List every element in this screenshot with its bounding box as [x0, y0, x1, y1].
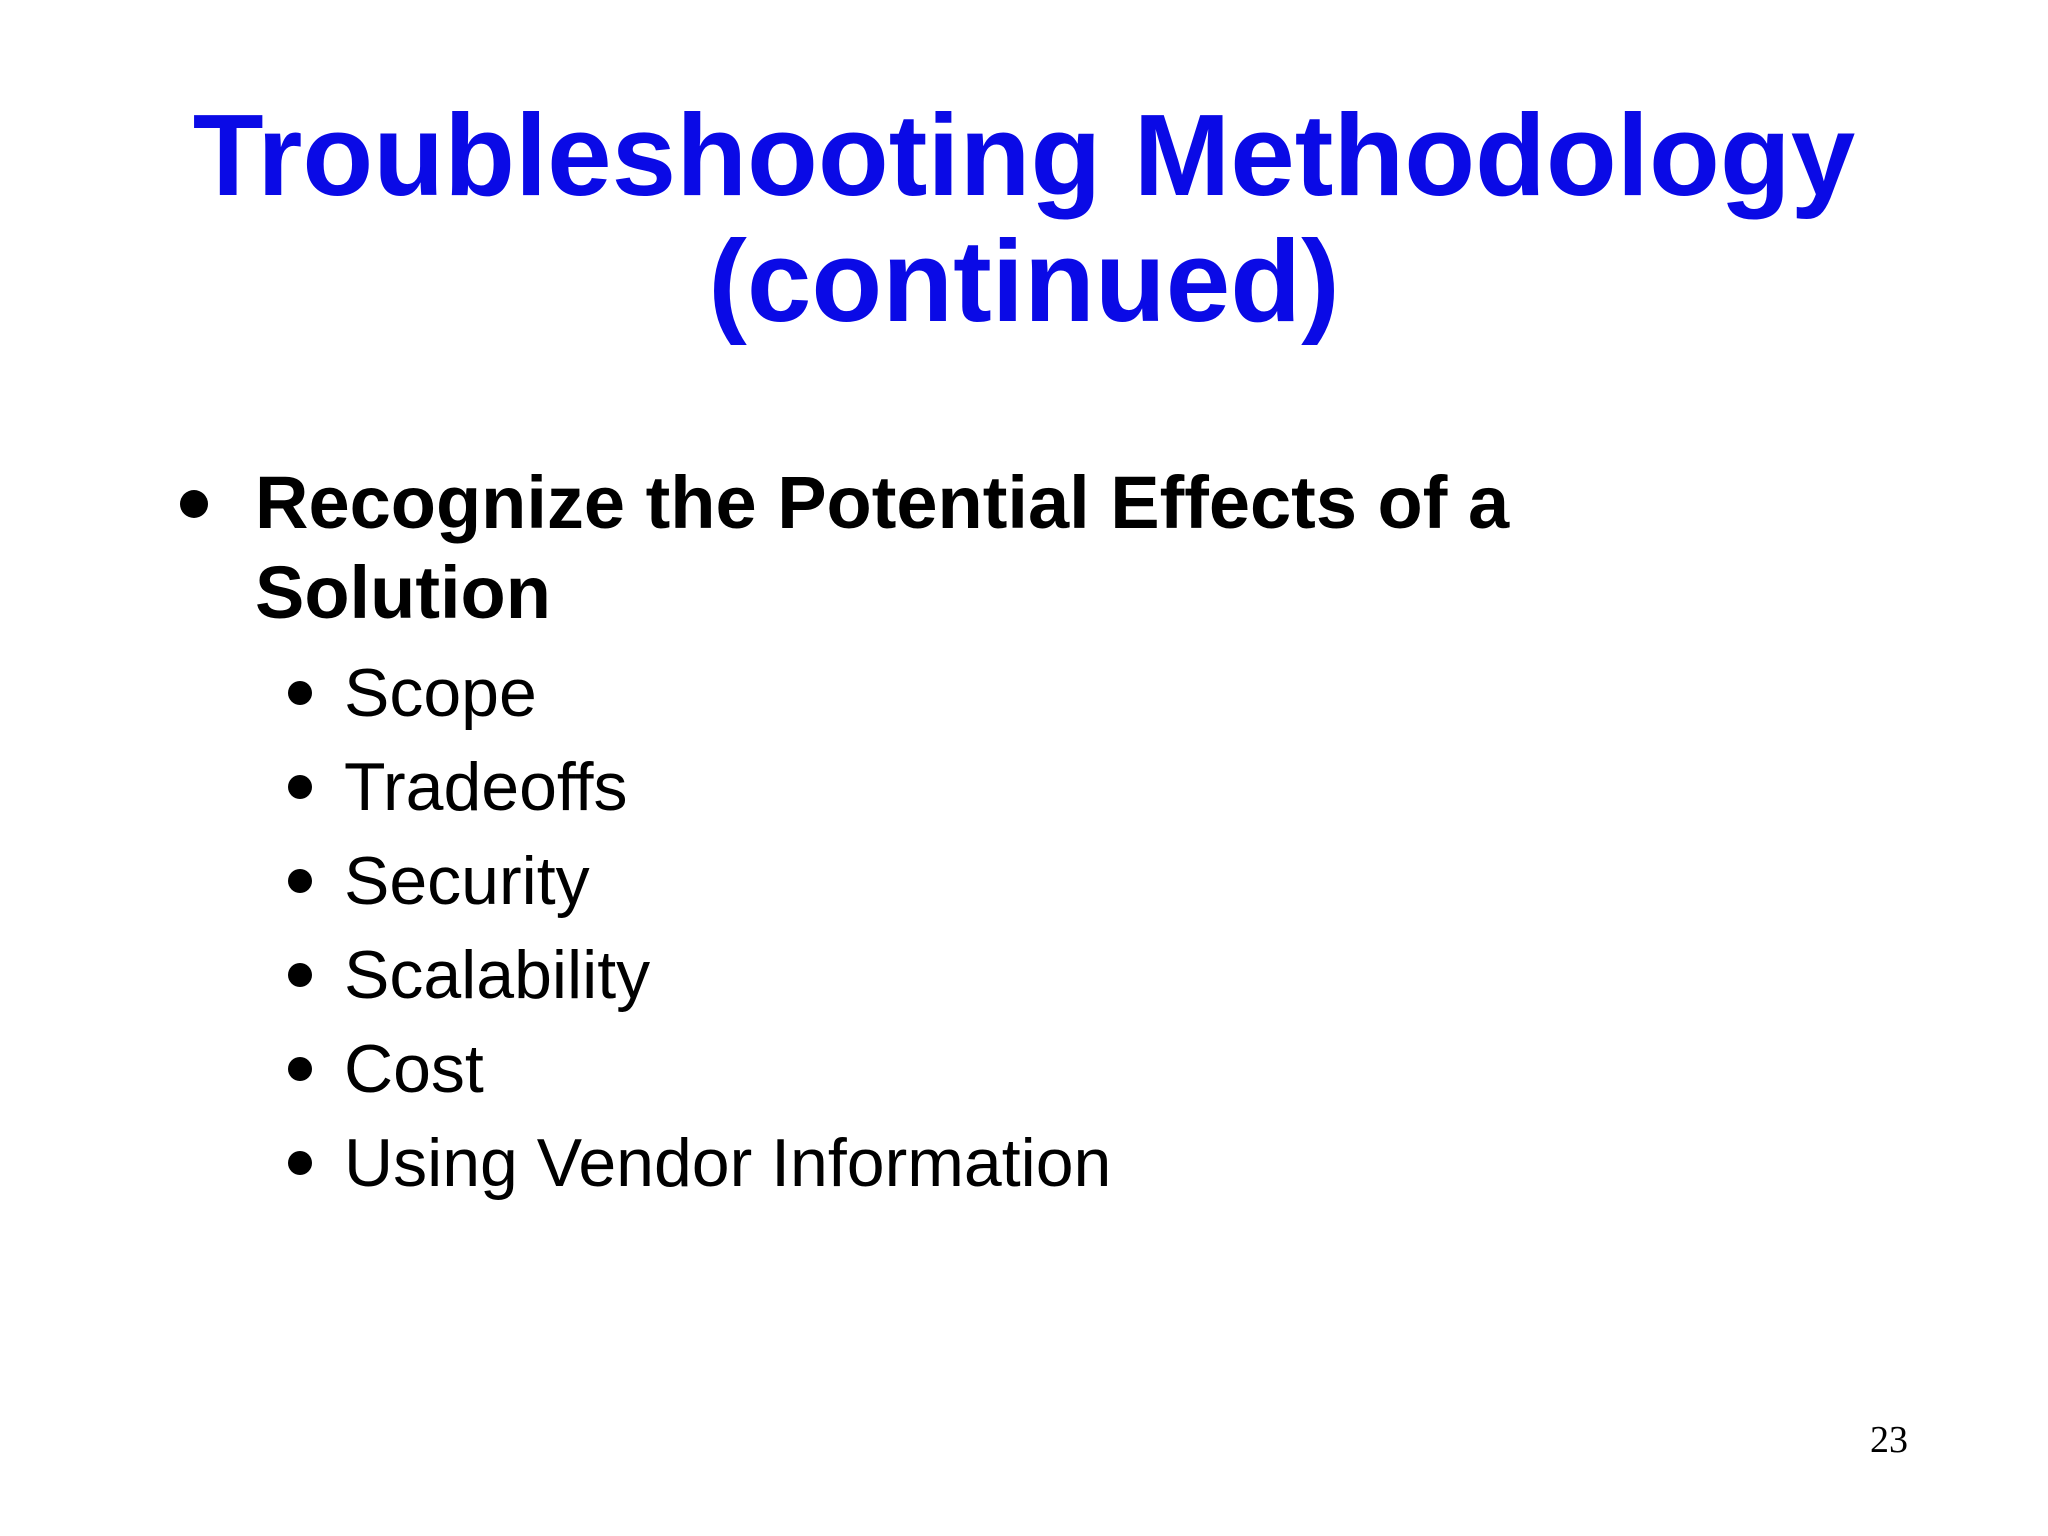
sub-bullet-text: Using Vendor Information — [344, 1125, 1112, 1201]
bullet-icon — [288, 1151, 312, 1175]
bullet-icon — [288, 775, 312, 799]
sub-bullet-text: Security — [344, 843, 590, 919]
sub-bullet-text: Tradeoffs — [344, 749, 628, 825]
sub-bullet-text: Cost — [344, 1031, 484, 1107]
sub-bullet-list — [282, 650, 1682, 1214]
bullet-icon — [288, 963, 312, 987]
list-item — [282, 650, 1682, 744]
slide-title — [0, 92, 2048, 344]
bullet-icon — [288, 869, 312, 893]
sub-bullet-text: Scope — [344, 655, 537, 731]
bullet-icon — [288, 681, 312, 705]
slide-title-line-2: (continued) — [708, 216, 1340, 346]
sub-bullet-text: Scalability — [344, 937, 651, 1013]
main-bullet-text: Recognize the Potential Effects of a Solution — [255, 461, 1510, 634]
list-item — [282, 838, 1682, 932]
bullet-icon — [180, 490, 208, 518]
page-number: 23 — [1870, 1419, 1908, 1461]
list-item — [282, 1026, 1682, 1120]
bullet-icon — [288, 1057, 312, 1081]
list-item — [282, 1120, 1682, 1214]
list-item — [282, 744, 1682, 838]
list-item — [282, 932, 1682, 1026]
slide-title-line-1: Troubleshooting Methodology — [192, 90, 1856, 220]
